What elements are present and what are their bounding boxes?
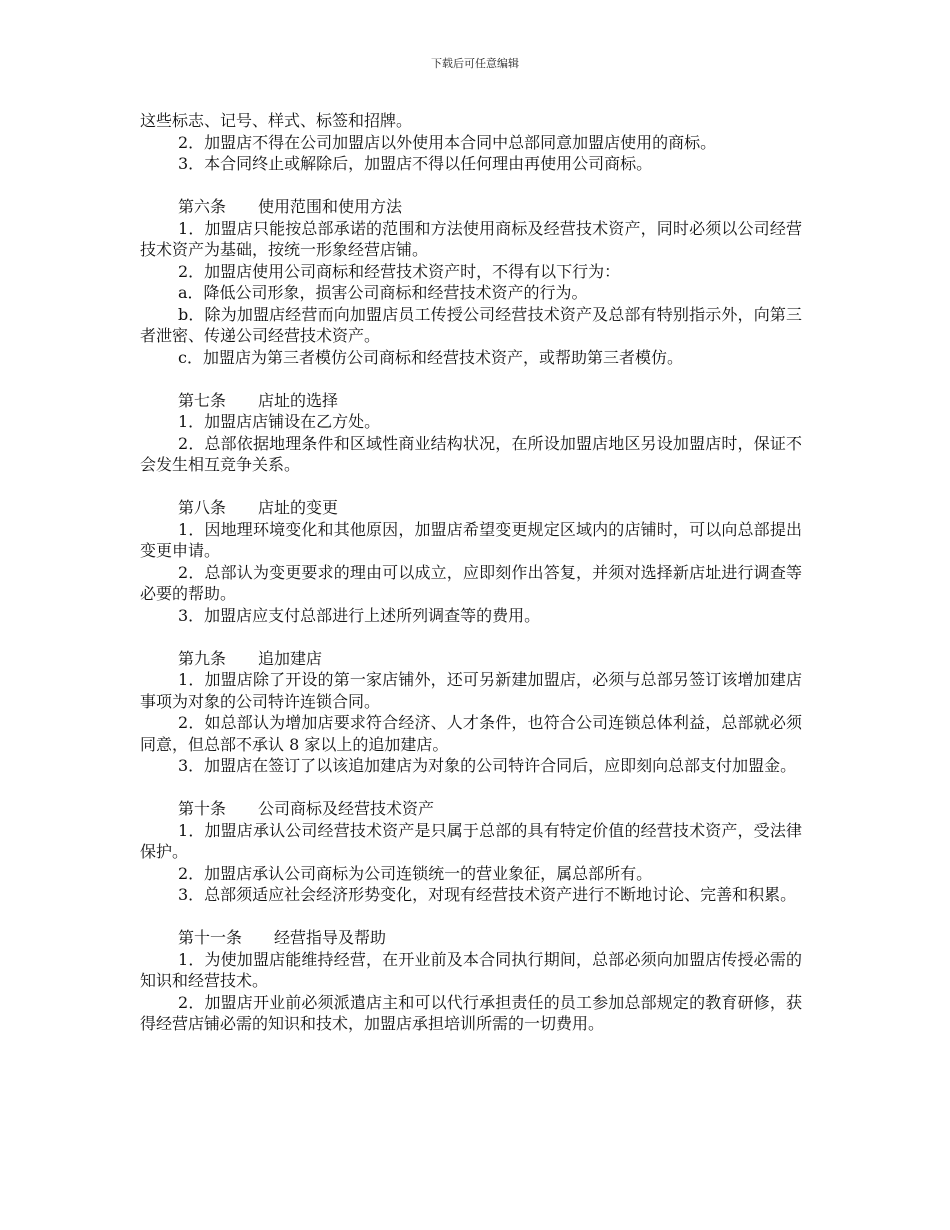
article-heading: 第十条 公司商标及经营技术资产 [178,799,435,818]
article-heading: 第七条 店址的选择 [178,390,339,410]
paragraph-gap [140,906,802,928]
paragraph: 1．为使加盟店能维持经营，在开业前及本合同执行期间，总部必须向加盟店传授必需的知识和经营技术。 [140,949,802,990]
paragraph: 2．加盟店不得在公司加盟店以外使用本合同中总部同意加盟店使用的商标。 [178,132,717,152]
paragraph: 1．加盟店除了开设的第一家店铺外，还可另新建加盟店，必须与总部另签订该增加建店事项为对象的公司特许连锁合同。 [140,670,802,711]
article-heading: 第十一条 经营指导及帮助 [178,928,387,947]
document-body [140,110,802,1035]
paragraph: 2．总部依据地理条件和区域性商业结构状况，在所设加盟店地区另设加盟店时，保证不会发生相互竞争关系。 [140,433,802,474]
paragraph: 2．加盟店使用公司商标和经营技术资产时，不得有以下行为： [178,261,621,281]
paragraph: 1．因地理环境变化和其他原因，加盟店希望变更规定区域内的店铺时，可以向总部提出变更申请。 [140,519,802,560]
paragraph-gap [140,175,802,197]
paragraph: 2．加盟店开业前必须派遣店主和可以代行承担责任的员工参加总部规定的教育研修，获得经营店铺必需的知识和技术，加盟店承担培训所需的一切费用。 [140,992,802,1033]
paragraph: 这些标志、记号、样式、标签和招牌。 [140,111,413,130]
paragraph: 3．加盟店应支付总部进行上述所列调查等的费用。 [178,605,541,625]
article-heading: 第九条 追加建店 [178,648,323,668]
paragraph: c．加盟店为第三者模仿公司商标和经营技术资产，或帮助第三者模仿。 [178,347,683,367]
paragraph-gap [140,476,802,498]
paragraph-gap [140,626,802,648]
paragraph: b．除为加盟店经营而向加盟店员工传授公司经营技术资产及总部有特别指示外，向第三者泄密、传递公司经营技术资产。 [140,304,802,345]
paragraph: 1．加盟店承认公司经营技术资产是只属于总部的具有特定价值的经营技术资产，受法律保护。 [140,820,802,861]
paragraph-gap [140,777,802,799]
paragraph-gap [140,368,802,390]
paragraph: 1．加盟店只能按总部承诺的范围和方法使用商标及经营技术资产，同时必须以公司经营技术资产为基础，按统一形象经营店铺。 [140,218,802,259]
article-heading: 第八条 店址的变更 [178,498,339,517]
paragraph: a．降低公司形象，损害公司商标和经营技术资产的行为。 [178,283,588,302]
paragraph: 3．加盟店在签订了以该追加建店为对象的公司特许合同后，应即刻向总部支付加盟金。 [178,756,797,775]
paragraph: 2．加盟店承认公司商标为公司连锁统一的营业象征，属总部所有。 [178,863,653,883]
article-heading: 第六条 使用范围和使用方法 [178,197,403,216]
page-header: 下载后可任意编辑 [431,57,519,70]
paragraph: 3．本合同终止或解除后，加盟店不得以任何理由再使用公司商标。 [178,154,653,173]
paragraph: 2．总部认为变更要求的理由可以成立，应即刻作出答复，并须对选择新店址进行调查等必要的帮助。 [140,562,802,603]
paragraph: 1．加盟店店铺设在乙方处。 [178,412,381,431]
paragraph: 2．如总部认为增加店要求符合经济、人才条件，也符合公司连锁总体利益，总部就必须同意，但总部不承认 8 家以上的追加建店。 [140,713,802,754]
paragraph: 3．总部须适应社会经济形势变化，对现有经营技术资产进行不断地讨论、完善和积累。 [178,885,797,904]
